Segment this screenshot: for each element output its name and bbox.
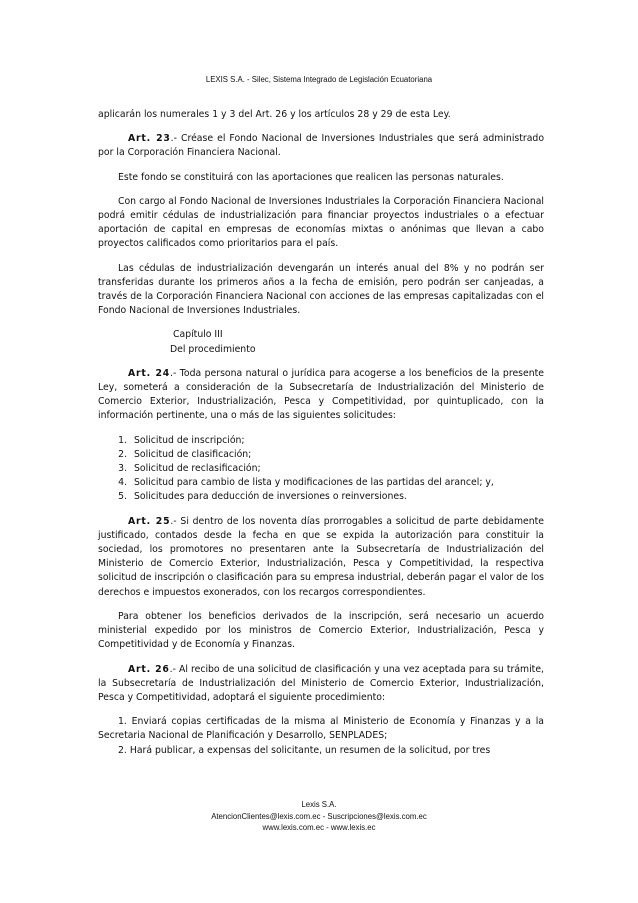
footer-company: Lexis S.A.	[301, 800, 337, 809]
footer-websites: www.lexis.com.ec - www.lexis.ec	[262, 823, 376, 832]
chapter-title: Del procedimiento	[170, 343, 256, 355]
page-header: LEXIS S.A. - Silec, Sistema Integrado de Legislación Ecuatoriana	[205, 75, 433, 84]
article-24-text: .- Toda persona natural o jurídica para acogerse a los beneficios de la presente Ley, someterá a consideración de la Subsecretaría de Industrialización del Ministerio de Comercio Exterior, Industrialización, Pesca y Competitividad, por quintuplicado, con la información pertinente, una o más de las siguientes solicitudes:	[98, 367, 544, 422]
list-item: 1. Solicitud de inscripción;	[130, 434, 544, 448]
paragraph-intro: aplicarán los numerales 1 y 3 del Art. 26 y los artículos 28 y 29 de esta Ley.	[98, 109, 451, 120]
list-item: 4. Solicitud para cambio de lista y modificaciones de las partidas del arancel; y,	[130, 476, 544, 490]
article-24-label: Art. 24	[128, 367, 171, 379]
paragraph-fondo: Este fondo se constituirá con las aportaciones que realicen las personas naturales.	[118, 171, 504, 183]
document-body	[98, 108, 544, 758]
footer-emails: AtencionClientes@lexis.com.ec - Suscripciones@lexis.com.ec	[211, 811, 427, 821]
paragraph-cedulas: Las cédulas de industrialización devengarán un interés anual del 8% y no podrán ser transferidas durante los primeros años a la fecha de emisión, pero podrán ser canjeadas, a través de la Corporación Financiera Nacional con acciones de las empresas capitalizadas con el Fondo Nacional de Inversiones Industriales.	[98, 262, 544, 317]
list-item: 2. Solicitud de clasificación;	[130, 448, 544, 462]
solicitudes-list	[98, 434, 544, 505]
list-item: 5. Solicitudes para deducción de inversiones o reinversiones.	[130, 490, 544, 504]
article-23-text: .- Créase el Fondo Nacional de Inversiones Industriales que será administrado por la Corporación Financiera Nacional.	[98, 133, 545, 159]
article-25	[98, 515, 544, 600]
article-24	[98, 367, 544, 424]
procedure-item-2: 2. Hará publicar, a expensas del solicitante, un resumen de la solicitud, por tres	[118, 744, 491, 756]
article-26-label: Art. 26	[128, 663, 170, 675]
article-25-label: Art. 25	[128, 515, 171, 527]
list-item: 3. Solicitud de reclasificación;	[130, 462, 544, 476]
article-25-text: .- Si dentro de los noventa días prorrogables a solicitud de parte debidamente justificado, contados desde la fecha en que se expida la autorización para constituir la sociedad, los promotores no presentaren ante la Subsecretaría de Industrialización del Ministerio de Comercio Exterior, Industrialización, Pesca y Competitividad, la respectiva solicitud de inscripción o clasificación para su empresa industrial, deberán pagar el valor de los derechos e impuestos exonerados, con los recargos correspondientes.	[98, 515, 545, 598]
paragraph-obtener: Para obtener los beneficios derivados de la inscripción, será necesario un acuerdo ministerial expedido por los ministros de Comercio Exterior, Industrialización, Pesca y Competitividad y de Economía y Finanzas.	[98, 610, 544, 651]
page-footer	[0, 799, 638, 834]
chapter-number: Capítulo III	[173, 329, 223, 341]
article-26	[98, 663, 544, 706]
paragraph-cargo: Con cargo al Fondo Nacional de Inversiones Industriales la Corporación Financiera Nacional podrá emitir cédulas de industrialización para financiar proyectos industriales o a efectuar aportación de capital en empresas de economías mixtas o anónimas que llevan a cabo proyectos calificados como prioritarios para el país.	[98, 195, 544, 250]
procedure-item-1: 1. Enviará copias certificadas de la misma al Ministerio de Economía y Finanzas y a la Secretaria Nacional de Planificación y Desarrollo, SENPLADES;	[98, 716, 544, 742]
article-23	[98, 132, 544, 160]
article-26-text: .- Al recibo de una solicitud de clasificación y una vez aceptada para su trámite, la Subsecretaría de Industrialización del Ministerio de Comercio Exterior, Industrialización, Pesca y Competitividad, adoptará el siguiente procedimiento:	[98, 663, 545, 703]
article-23-label: Art. 23	[128, 133, 171, 145]
